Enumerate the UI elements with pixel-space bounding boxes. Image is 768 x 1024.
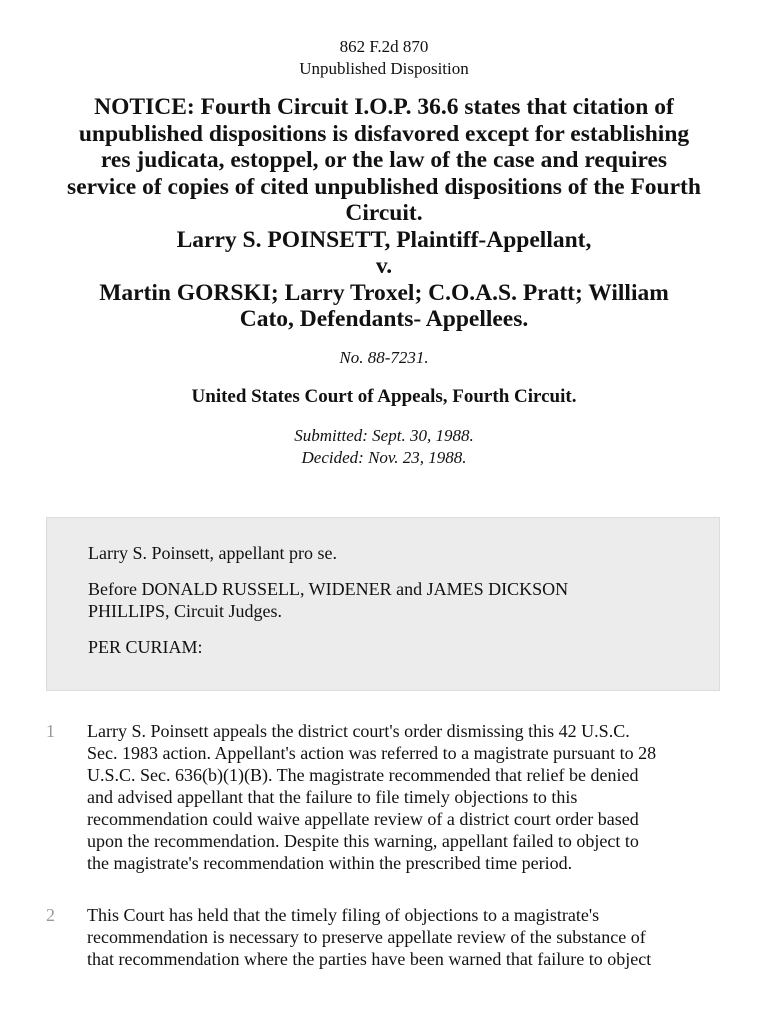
paragraph-line: recommendation could waive appellate review of a district court order based [87,809,639,829]
submitted-date: Submitted: Sept. 30, 1988. [294,425,474,445]
paragraph-number: 2 [46,905,55,925]
paragraph-line: This Court has held that the timely filing of objections to a magistrate's [87,905,600,925]
opinion-paragraph [0,904,768,970]
party-appellant: Larry S. POINSETT, Plaintiff-Appellant, [176,226,592,253]
party-appellees: Cato, Defendants- Appellees. [239,306,529,332]
notice-line: Circuit. [345,200,423,226]
counsel-line: Larry S. Poinsett, appellant pro se. [88,543,337,563]
paragraph-line: upon the recommendation. Despite this warning, appellant failed to object to [87,831,639,851]
paragraph-line: recommendation is necessary to preserve appellate review of the substance of [87,927,646,947]
court-name: United States Court of Appeals, Fourth Circuit. [191,385,577,407]
notice-line: service of copies of cited unpublished dispositions of the Fourth [67,173,701,200]
paragraph-line: the magistrate's recommendation within the prescribed time period. [87,853,573,873]
notice-line: NOTICE: Fourth Circuit I.O.P. 36.6 states that citation of [94,94,674,120]
paragraph-text [87,904,727,970]
disposition-label: Unpublished Disposition [299,59,469,78]
docket-number: No. 88-7231. [339,347,429,367]
notice-line: unpublished dispositions is disfavored except for establishing [78,120,690,147]
per-curiam-label: PER CURIAM: [88,637,203,657]
paragraph-number: 1 [46,721,55,741]
notice-line: res judicata, estoppel, or the law of the case and requires [100,147,668,173]
versus: v. [375,253,393,279]
case-dates [0,425,768,469]
paragraph-line: and advised appellant that the failure to file timely objections to this [87,787,578,807]
judges-line [88,578,679,622]
paragraph-line: that recommendation where the parties have been warned that failure to object [87,949,652,969]
judges-text: PHILLIPS, Circuit Judges. [88,601,283,621]
case-header [0,0,768,469]
opinion-paragraph [0,720,768,874]
paragraph-line: U.S.C. Sec. 636(b)(1)(B). The magistrate recommended that relief be denied [87,765,639,785]
opinion-preamble [46,517,720,691]
case-citation: 862 F.2d 870 [339,37,429,56]
party-appellees: Martin GORSKI; Larry Troxel; C.O.A.S. Pratt; William [99,279,669,306]
paragraph-line: Sec. 1983 action. Appellant's action was referred to a magistrate pursuant to 28 [87,743,657,763]
judges-text: Before DONALD RUSSELL, WIDENER and JAMES DICKSON [88,579,569,599]
paragraph-line: Larry S. Poinsett appeals the district court's order dismissing this 42 U.S.C. [87,721,630,741]
case-title [36,94,732,333]
paragraph-text [87,720,727,874]
decided-date: Decided: Nov. 23, 1988. [301,447,467,467]
